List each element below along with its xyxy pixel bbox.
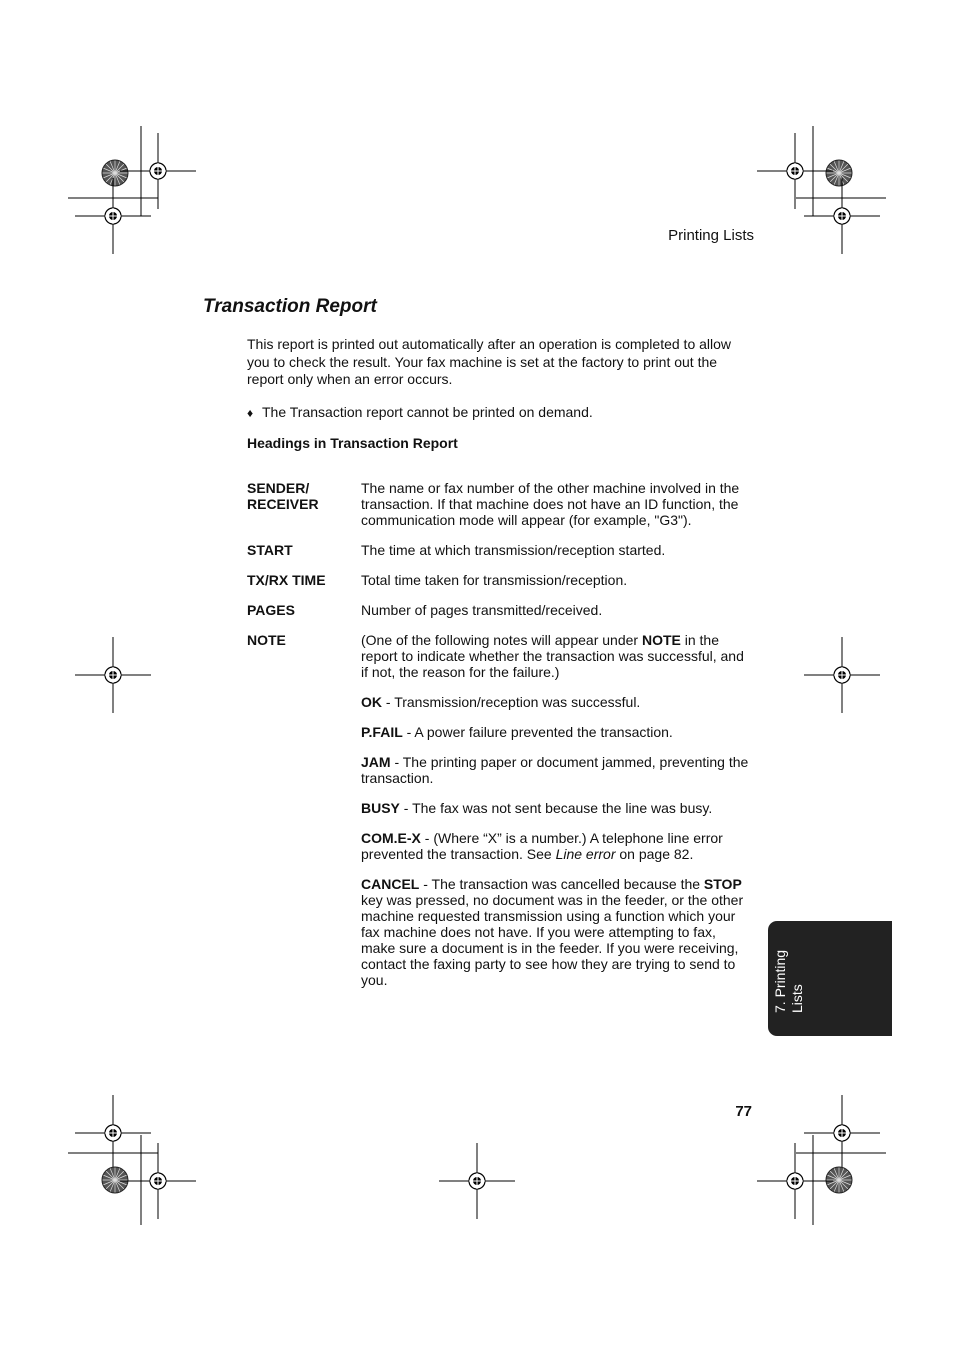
- term-start: START: [247, 542, 293, 558]
- chapter-tab-label: 7. Printing Lists: [772, 949, 805, 1013]
- chapter-tab: [768, 921, 892, 1036]
- note-ok: OK - Transmission/reception was successful.: [361, 694, 641, 710]
- intro-paragraph: This report is printed out automatically after an operation is completed to allow you to check the result. Your fax machine is set at the factory to print out the report only when an error occurs.: [247, 336, 732, 387]
- definition-row-pages: [247, 602, 752, 618]
- diamond-bullet-icon: ♦: [247, 406, 254, 420]
- note-jam: JAM - The printing paper or document jammed, preventing the transaction.: [361, 754, 749, 786]
- definition-row-note: [247, 632, 752, 988]
- term-txrx: TX/RX TIME: [247, 572, 326, 588]
- bullet-note: [247, 404, 747, 420]
- note-busy: BUSY - The fax was not sent because the line was busy.: [361, 800, 713, 816]
- note-cancel: CANCEL - The transaction was cancelled because the STOP key was pressed, no document was in the feeder, or the other machine requested transmission using a function which your fax machine does not have. If you were attempting to fax, make sure a document is in the feeder. If you were receiving, contact the faxing party to see how they are trying to send to you.: [361, 876, 744, 988]
- subheading: Headings in Transaction Report: [247, 435, 458, 451]
- desc-note: [361, 632, 752, 988]
- page-number: 77: [735, 1103, 752, 1120]
- term-sender: SENDER/ RECEIVER: [247, 480, 319, 512]
- term-note: NOTE: [247, 632, 286, 648]
- desc-txrx: Total time taken for transmission/reception.: [361, 572, 628, 588]
- note-intro: (One of the following notes will appear under NOTE in the report to indicate whether the transaction was successful, and if not, the reason for the failure.): [361, 632, 744, 680]
- running-head: Printing Lists: [668, 227, 754, 244]
- desc-start: The time at which transmission/reception started.: [361, 542, 666, 558]
- desc-sender: The name or fax number of the other machine involved in the transaction. If that machine does not have an ID function, the communication mode will appear (for example, "G3").: [361, 480, 740, 528]
- bullet-text: The Transaction report cannot be printed on demand.: [262, 404, 593, 420]
- definition-list: [247, 480, 752, 1002]
- definition-row-sender: [247, 480, 752, 528]
- term-pages: PAGES: [247, 602, 295, 618]
- definition-row-start: [247, 542, 752, 558]
- cross-reference-link: Line error: [555, 846, 616, 862]
- section-title: Transaction Report: [203, 296, 377, 317]
- note-come: COM.E-X - (Where “X” is a number.) A telephone line error prevented the transaction. See Line error on page 82.: [361, 830, 723, 862]
- definition-row-txrx: [247, 572, 752, 588]
- desc-pages: Number of pages transmitted/received.: [361, 602, 603, 618]
- note-pfail: P.FAIL - A power failure prevented the transaction.: [361, 724, 673, 740]
